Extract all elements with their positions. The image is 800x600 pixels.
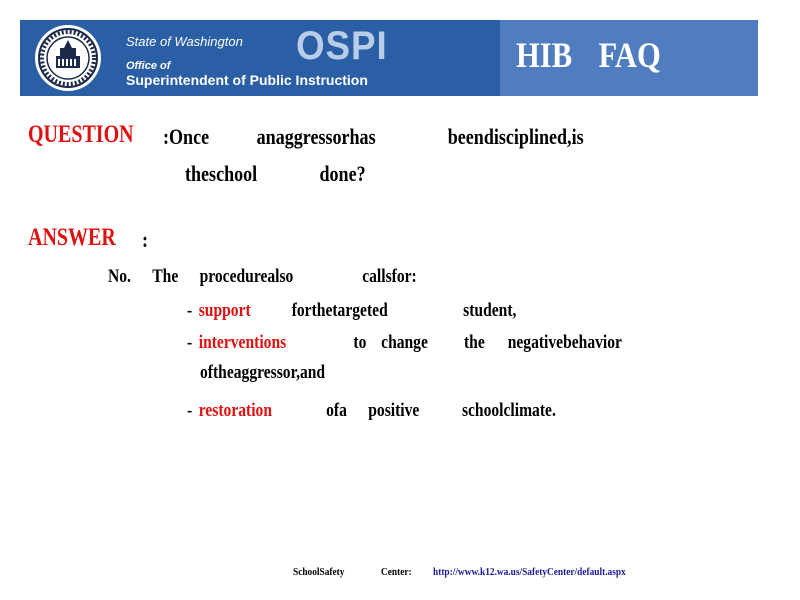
- question-word: theschool: [185, 161, 258, 186]
- list-word: negativebehavior: [507, 332, 622, 353]
- list-key-term: support: [198, 300, 251, 321]
- office-line-1: Office of: [126, 60, 171, 72]
- office-line-2: Superintendent of Public Instruction: [126, 72, 368, 88]
- list-word: student,: [463, 300, 517, 321]
- list-word: the: [463, 332, 485, 353]
- footer-label-1: SchoolSafety: [293, 566, 345, 578]
- list-word: schoolclimate.: [461, 400, 556, 421]
- ospi-logo: OSPI: [296, 24, 388, 68]
- page-title: HIB FAQ: [516, 35, 661, 75]
- answer-word: The: [152, 266, 179, 287]
- question-line-2: [185, 161, 413, 187]
- list-dash: -: [187, 332, 193, 353]
- question-word: anaggressorhas: [256, 124, 376, 149]
- footer-label-2: Center:: [381, 566, 412, 578]
- list-word: positive: [368, 400, 420, 421]
- list-word: change: [381, 332, 428, 353]
- list-key-term: restoration: [198, 400, 273, 421]
- answer-label: ANSWER: [28, 224, 116, 251]
- answer-word: callsfor:: [362, 266, 417, 287]
- answer-word: No.: [108, 266, 131, 287]
- state-name: State of Washington: [126, 34, 243, 49]
- list-dash: -: [187, 400, 193, 421]
- question-word: done?: [319, 161, 366, 186]
- question-word: beendisciplined,is: [447, 124, 584, 149]
- question-word: :Once: [163, 124, 210, 149]
- footer-link[interactable]: http://www.k12.wa.us/SafetyCenter/default.aspx: [433, 566, 626, 578]
- list-dash: -: [187, 300, 193, 321]
- list-item-support: [187, 300, 549, 322]
- list-word: ofa: [326, 400, 347, 421]
- list-word: to: [353, 332, 367, 353]
- list-word: forthetargeted: [291, 300, 388, 321]
- list-item-restoration: [187, 400, 589, 422]
- list-item-continuation: oftheaggressor,and: [200, 362, 326, 383]
- list-key-term: interventions: [198, 332, 287, 353]
- answer-word: procedurealso: [199, 266, 294, 287]
- question-label: QUESTION: [28, 121, 134, 148]
- state-seal-icon: [34, 24, 102, 92]
- answer-intro: [108, 266, 450, 288]
- question-line-1: [163, 124, 631, 150]
- list-item-interventions: [187, 332, 655, 354]
- answer-colon: :: [142, 227, 149, 252]
- header-banner: [20, 20, 758, 96]
